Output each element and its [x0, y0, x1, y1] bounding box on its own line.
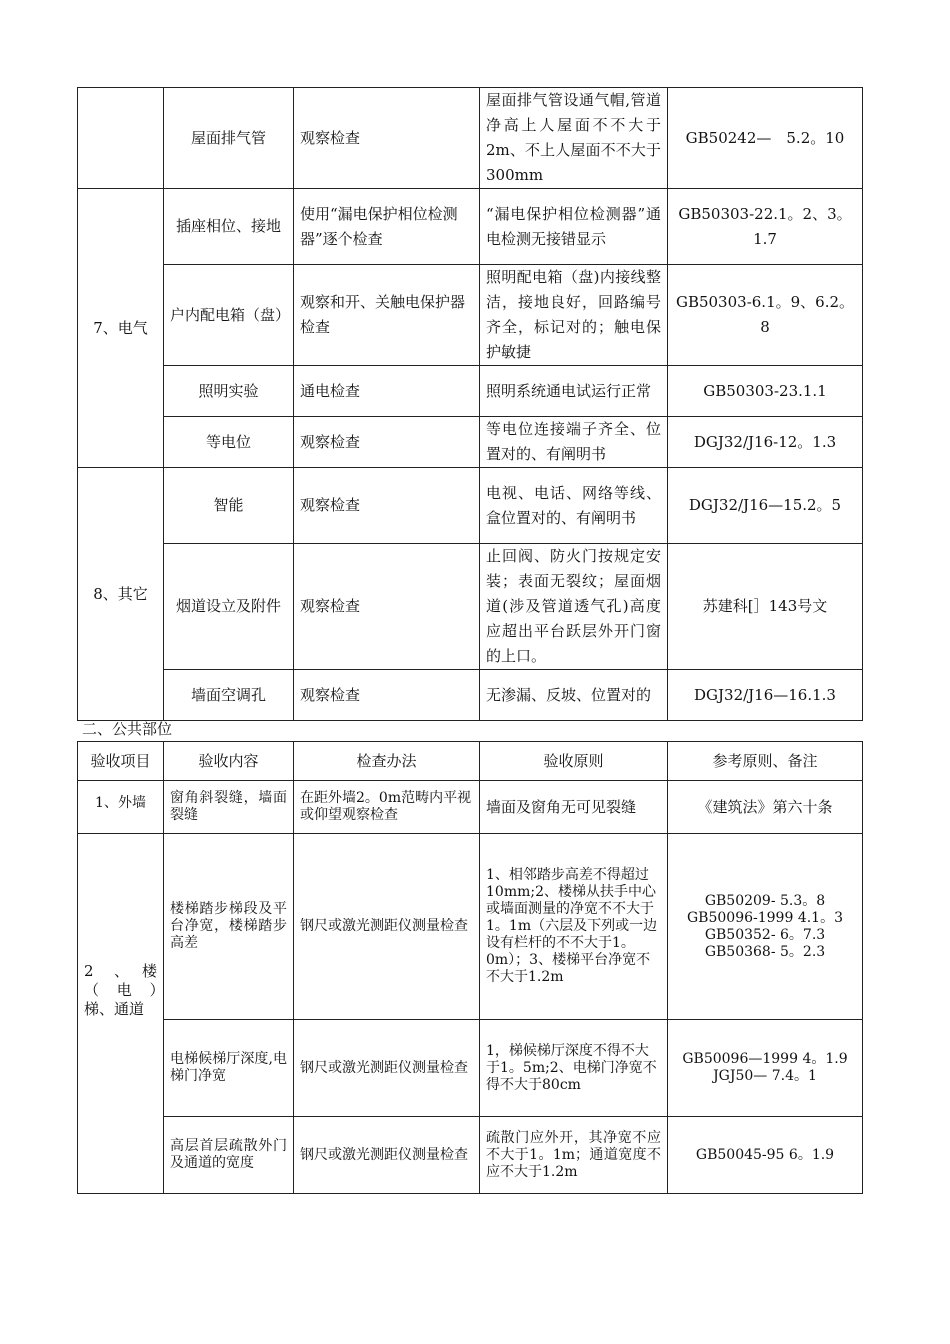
method-cell: 在距外墙2。0m范畴内平视或仰望观察检查 — [294, 781, 480, 834]
content-cell: 烟道设立及附件 — [164, 544, 294, 670]
header-cell: 验收内容 — [164, 742, 294, 781]
table-row — [78, 1020, 863, 1117]
item-cell: 7、电气 — [78, 189, 164, 468]
content-cell: 高层首层疏散外门及通道的宽度 — [164, 1117, 294, 1194]
standard-cell: 1、相邻踏步高差不得超过10mm;2、楼梯从扶手中心或墙面测量的净宽不不大于1。1m（六层及下列或一边设有栏杆的不不大于1。0m）；3、楼梯平台净宽不不大于1.2m — [480, 834, 668, 1020]
standard-cell: “漏电保护相位检测器”通电检测无接错显示 — [480, 189, 668, 265]
content-cell: 屋面排气管 — [164, 88, 294, 189]
acceptance-table-private — [77, 87, 863, 721]
table-row — [78, 1117, 863, 1194]
header-cell: 检查办法 — [294, 742, 480, 781]
item-cell: 8、其它 — [78, 468, 164, 721]
table-row — [78, 670, 863, 721]
standard-cell: 止回阀、防火门按规定安装；表面无裂纹；屋面烟道(涉及管道透气孔)高度应超出平台跃层外开门窗的上口。 — [480, 544, 668, 670]
reference-cell: GB50045-95 6。1.9 — [668, 1117, 863, 1194]
standard-cell: 照明配电箱（盘)内接线整洁，接地良好，回路编号齐全，标记对的；触电保护敏捷 — [480, 265, 668, 366]
content-cell: 智能 — [164, 468, 294, 544]
item-cell — [78, 88, 164, 189]
table-row — [78, 544, 863, 670]
table-header-row — [78, 742, 863, 781]
header-cell: 验收项目 — [78, 742, 164, 781]
section-title: 二、公共部位 — [82, 720, 173, 738]
content-cell: 户内配电箱（盘） — [164, 265, 294, 366]
method-cell: 观察检查 — [294, 88, 480, 189]
table-row — [78, 366, 863, 417]
method-cell: 钢尺或激光测距仪测量检查 — [294, 1117, 480, 1194]
method-cell: 观察检查 — [294, 417, 480, 468]
table-row — [78, 417, 863, 468]
content-cell: 窗角斜裂缝，墙面裂缝 — [164, 781, 294, 834]
acceptance-table-public — [77, 741, 863, 1194]
method-cell: 通电检查 — [294, 366, 480, 417]
content-cell: 插座相位、接地 — [164, 189, 294, 265]
standard-cell: 墙面及窗角无可见裂缝 — [480, 781, 668, 834]
table-row — [78, 468, 863, 544]
standard-cell: 无渗漏、反坡、位置对的 — [480, 670, 668, 721]
reference-cell: DGJ32/J16—15.2。5 — [668, 468, 863, 544]
standard-cell: 屋面排气管设通气帽,管道净高上人屋面不不大于2m、不上人屋面不不大于300mm — [480, 88, 668, 189]
content-cell: 墙面空调孔 — [164, 670, 294, 721]
content-cell: 电梯候梯厅深度,电梯门净宽 — [164, 1020, 294, 1117]
method-cell: 观察和开、关触电保护器检查 — [294, 265, 480, 366]
table-row — [78, 265, 863, 366]
content-cell: 等电位 — [164, 417, 294, 468]
reference-cell: DGJ32/J16-12。1.3 — [668, 417, 863, 468]
item-cell: 2 、 楼（ 电 ）梯、通道 — [78, 834, 164, 1194]
item-cell: 1、外墙 — [78, 781, 164, 834]
reference-cell: GB50242— 5.2。10 — [668, 88, 863, 189]
reference-cell: 苏建科[］143号文 — [668, 544, 863, 670]
reference-cell: 《建筑法》第六十条 — [668, 781, 863, 834]
reference-cell: GB50209- 5.3。8 GB50096-1999 4.1。3 GB50352- 6。7.3 GB50368- 5。2.3 — [668, 834, 863, 1020]
reference-cell: GB50303-6.1。9、6.2。8 — [668, 265, 863, 366]
standard-cell: 照明系统通电试运行正常 — [480, 366, 668, 417]
standard-cell: 疏散门应外开，其净宽不应不大于1。1m；通道宽度不应不大于1.2m — [480, 1117, 668, 1194]
table-row — [78, 781, 863, 834]
standard-cell: 等电位连接端子齐全、位置对的、有阐明书 — [480, 417, 668, 468]
method-cell: 观察检查 — [294, 670, 480, 721]
table-row — [78, 88, 863, 189]
content-cell: 照明实验 — [164, 366, 294, 417]
reference-cell: GB50096—1999 4。1.9 JGJ50— 7.4。1 — [668, 1020, 863, 1117]
method-cell: 钢尺或激光测距仪测量检查 — [294, 834, 480, 1020]
header-cell: 参考原则、备注 — [668, 742, 863, 781]
standard-cell: 1，梯候梯厅深度不得不大于1。5m;2、电梯门净宽不得不大于80cm — [480, 1020, 668, 1117]
reference-cell: DGJ32/J16—16.1.3 — [668, 670, 863, 721]
header-cell: 验收原则 — [480, 742, 668, 781]
table-row — [78, 189, 863, 265]
method-cell: 使用“漏电保护相位检测器”逐个检查 — [294, 189, 480, 265]
standard-cell: 电视、电话、网络等线、盒位置对的、有阐明书 — [480, 468, 668, 544]
method-cell: 观察检查 — [294, 544, 480, 670]
reference-cell: GB50303-22.1。2、3。1.7 — [668, 189, 863, 265]
reference-cell: GB50303-23.1.1 — [668, 366, 863, 417]
table-row — [78, 834, 863, 1020]
method-cell: 观察检查 — [294, 468, 480, 544]
method-cell: 钢尺或激光测距仪测量检查 — [294, 1020, 480, 1117]
content-cell: 楼梯踏步梯段及平台净宽，楼梯踏步高差 — [164, 834, 294, 1020]
